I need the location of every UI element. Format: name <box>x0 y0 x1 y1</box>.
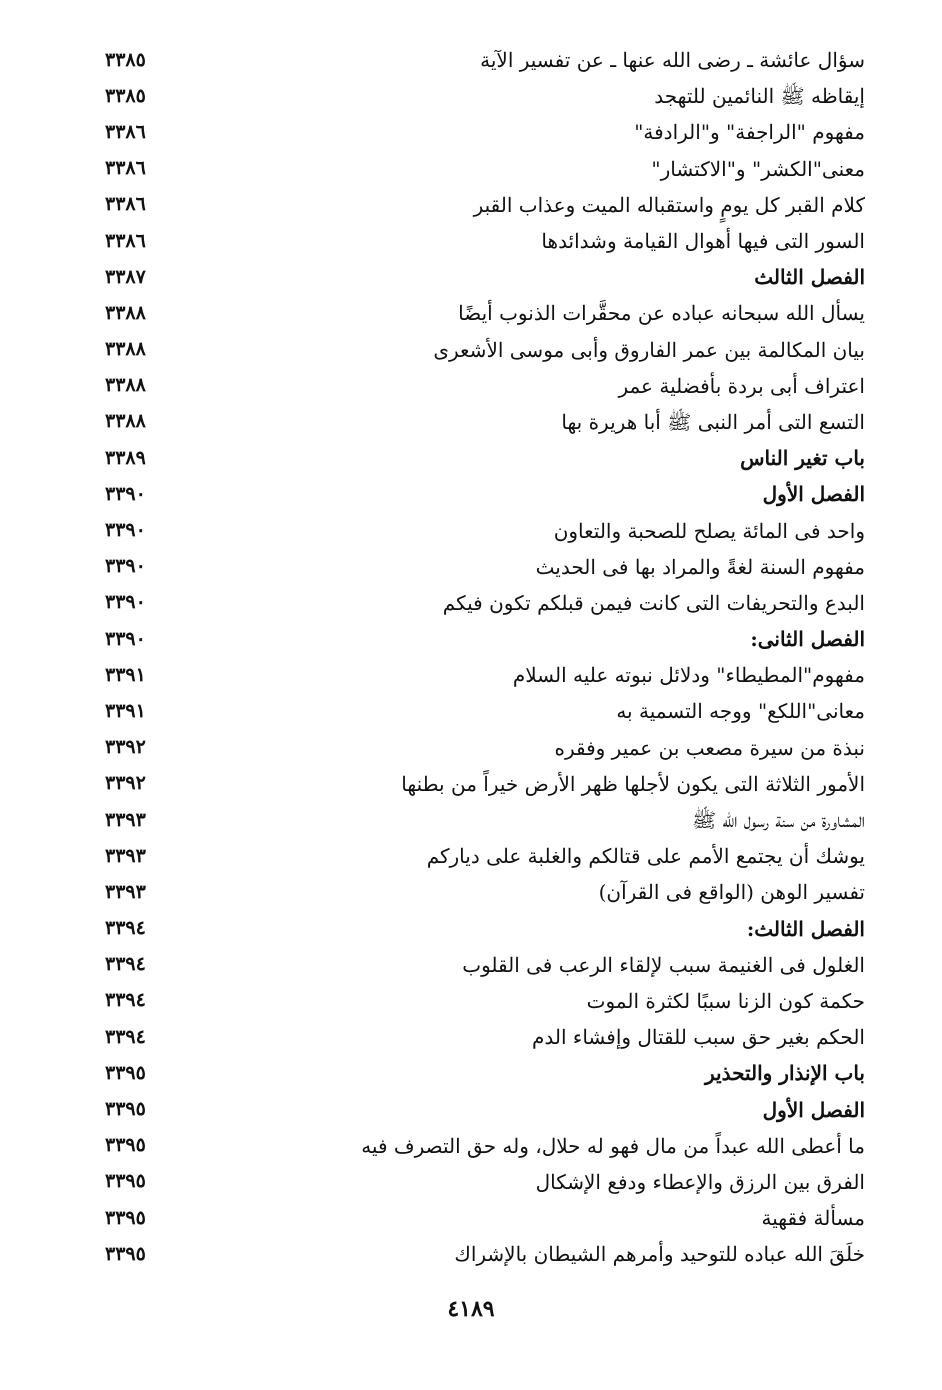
toc-heading-title: الفصل الأول <box>762 482 865 507</box>
toc-entry <box>105 730 865 766</box>
toc-entry <box>105 693 865 729</box>
toc-entry-title: كلام القبر كل يومٍ واستقباله الميت وعذاب القبر <box>473 192 865 217</box>
toc-heading-title: الفصل الثالث: <box>746 916 865 941</box>
toc-entry <box>105 802 865 838</box>
toc-section-heading <box>105 1055 865 1091</box>
toc-entry <box>105 151 865 187</box>
toc-entry-page-number: ٣٣٨٦ <box>105 120 146 143</box>
toc-entry-page-number: ٣٣٩٥ <box>105 1098 146 1121</box>
toc-entry-page-number: ٣٣٩٠ <box>105 482 146 505</box>
toc-entry-page-number: ٣٣٨٨ <box>105 301 146 324</box>
toc-entry-page-number: ٣٣٩٣ <box>105 808 146 831</box>
toc-entry-title: نبذة من سيرة مصعب بن عمير وفقره <box>554 735 865 760</box>
toc-entry-title: اعتراف أبى بردة بأفضلية عمر <box>618 373 865 398</box>
page-number: ٤١٨٩ <box>447 1296 495 1322</box>
toc-entry-title: المشاورة من سنة رسول الله ﷺ <box>691 808 865 833</box>
toc-entry-title: مسألة فقهية <box>761 1206 865 1231</box>
toc-entry-page-number: ٣٣٨٦ <box>105 157 146 180</box>
toc-entry <box>105 114 865 150</box>
toc-entry <box>105 1128 865 1164</box>
toc-entry <box>105 223 865 259</box>
toc-entry <box>105 332 865 368</box>
toc-entry <box>105 404 865 440</box>
toc-section-heading <box>105 1091 865 1127</box>
toc-heading-title: الفصل الأول <box>762 1097 865 1122</box>
toc-entry <box>105 838 865 874</box>
toc-entry <box>105 187 865 223</box>
toc-heading-title: الفصل الثالث <box>754 265 865 290</box>
toc-entry-title: واحد فى المائة يصلح للصحبة والتعاون <box>553 518 865 543</box>
toc-entry-page-number: ٣٣٨٥ <box>105 48 146 71</box>
toc-section-heading <box>105 476 865 512</box>
toc-entry <box>105 657 865 693</box>
toc-entry-title: البدع والتحريفات التى كانت فيمن قبلكم تكون فيكم <box>442 590 865 615</box>
toc-entry-page-number: ٣٣٩٠ <box>105 591 146 614</box>
toc-entry-title: تفسير الوهن (الواقع فى القرآن) <box>598 880 865 905</box>
toc-entry-page-number: ٣٣٩٥ <box>105 1061 146 1084</box>
toc-entry-title: حكمة كون الزنا سببًا لكثرة الموت <box>586 988 865 1013</box>
toc-entry-title: الحكم بغير حق سبب للقتال وإفشاء الدم <box>532 1025 865 1050</box>
toc-section-heading <box>105 440 865 476</box>
toc-entry-title: الغلول فى الغنيمة سبب لإلقاء الرعب فى القلوب <box>462 952 865 977</box>
toc-entry-page-number: ٣٣٨٩ <box>105 446 146 469</box>
toc-entry-page-number: ٣٣٩٤ <box>105 989 146 1012</box>
toc-entry-page-number: ٣٣٨٦ <box>105 229 146 252</box>
toc-entry-page-number: ٣٣٩٢ <box>105 736 146 759</box>
toc-entry-title: سؤال عائشة ـ رضى الله عنها ـ عن تفسير الآية <box>480 48 865 73</box>
toc-entry-page-number: ٣٣٨٥ <box>105 84 146 107</box>
toc-entry <box>105 368 865 404</box>
toc-entry-page-number: ٣٣٩٤ <box>105 1025 146 1048</box>
toc-heading-title: باب الإنذار والتحذير <box>704 1061 865 1086</box>
toc-section-heading <box>105 259 865 295</box>
toc-entry-title: الأمور الثلاثة التى يكون لأجلها ظهر الأرض خيراً من بطنها <box>401 771 865 796</box>
toc-section-heading <box>105 621 865 657</box>
toc-entry-page-number: ٣٣٩٠ <box>105 555 146 578</box>
toc-heading-title: الفصل الثانى: <box>750 627 865 652</box>
toc-entry-title: مفهوم "الراجفة" و"الرادفة" <box>634 120 865 145</box>
toc-entry-page-number: ٣٣٩٤ <box>105 953 146 976</box>
toc-entry-title: بيان المكالمة بين عمر الفاروق وأبى موسى الأشعرى <box>433 337 865 362</box>
toc-entry <box>105 1200 865 1236</box>
toc-entry <box>105 585 865 621</box>
toc-entry <box>105 295 865 331</box>
toc-entry-title: يوشك أن يجتمع الأمم على قتالكم والغلبة على دياركم <box>426 844 865 869</box>
toc-entry-title: يسأل الله سبحانه عباده عن محقَّرات الذنوب أيضًا <box>458 301 865 326</box>
toc-entry-page-number: ٣٣٩٥ <box>105 1206 146 1229</box>
toc-entry-title: الفرق بين الرزق والإعطاء ودفع الإشكال <box>535 1169 865 1194</box>
toc-entry-title: معانى"اللكع" ووجه التسمية به <box>616 699 865 724</box>
toc-entry-title: مفهوم السنة لغةً والمراد بها فى الحديث <box>535 554 865 579</box>
toc-entry-page-number: ٣٣٨٦ <box>105 193 146 216</box>
toc-heading-title: باب تغير الناس <box>740 446 865 471</box>
toc-entry-page-number: ٣٣٨٨ <box>105 374 146 397</box>
toc-entry <box>105 1236 865 1272</box>
toc-entry-page-number: ٣٣٩٥ <box>105 1170 146 1193</box>
toc-entry-page-number: ٣٣٩٥ <box>105 1134 146 1157</box>
toc-entry-title: مفهوم"المطيطاء" ودلائل نبوته عليه السلام <box>512 663 865 688</box>
toc-entry <box>105 766 865 802</box>
toc-entry <box>105 983 865 1019</box>
toc-entry-page-number: ٣٣٩٤ <box>105 917 146 940</box>
toc-entry-page-number: ٣٣٨٨ <box>105 338 146 361</box>
toc-entry-title: معنى"الكشر" و"الاكتشار" <box>651 156 865 181</box>
table-of-contents <box>105 42 865 1272</box>
toc-entry-page-number: ٣٣٩١ <box>105 663 146 686</box>
toc-entry-page-number: ٣٣٩٣ <box>105 880 146 903</box>
toc-section-heading <box>105 911 865 947</box>
toc-entry <box>105 947 865 983</box>
toc-entry-page-number: ٣٣٩٥ <box>105 1242 146 1265</box>
toc-entry-title: ما أعطى الله عبداً من مال فهو له حلال، وله حق التصرف فيه <box>361 1133 865 1158</box>
toc-entry-page-number: ٣٣٩٠ <box>105 519 146 542</box>
toc-entry-page-number: ٣٣٩٢ <box>105 772 146 795</box>
toc-entry-page-number: ٣٣٩١ <box>105 699 146 722</box>
toc-entry-page-number: ٣٣٨٧ <box>105 265 146 288</box>
toc-entry <box>105 1164 865 1200</box>
toc-entry-title: السور التى فيها أهوال القيامة وشدائدها <box>541 229 865 254</box>
toc-entry <box>105 1019 865 1055</box>
toc-entry-title: خلَقَ الله عباده للتوحيد وأمرهم الشيطان بالإشراك <box>454 1242 865 1267</box>
toc-entry <box>105 874 865 910</box>
toc-entry <box>105 42 865 78</box>
toc-entry <box>105 549 865 585</box>
toc-entry-title: التسع التى أمر النبى ﷺ أبا هريرة بها <box>561 409 865 434</box>
toc-entry-title: إيقاظه ﷺ النائمين للتهجد <box>654 84 865 109</box>
toc-entry-page-number: ٣٣٨٨ <box>105 410 146 433</box>
toc-entry-page-number: ٣٣٩٠ <box>105 627 146 650</box>
toc-entry <box>105 512 865 548</box>
toc-entry <box>105 78 865 114</box>
toc-entry-page-number: ٣٣٩٣ <box>105 844 146 867</box>
